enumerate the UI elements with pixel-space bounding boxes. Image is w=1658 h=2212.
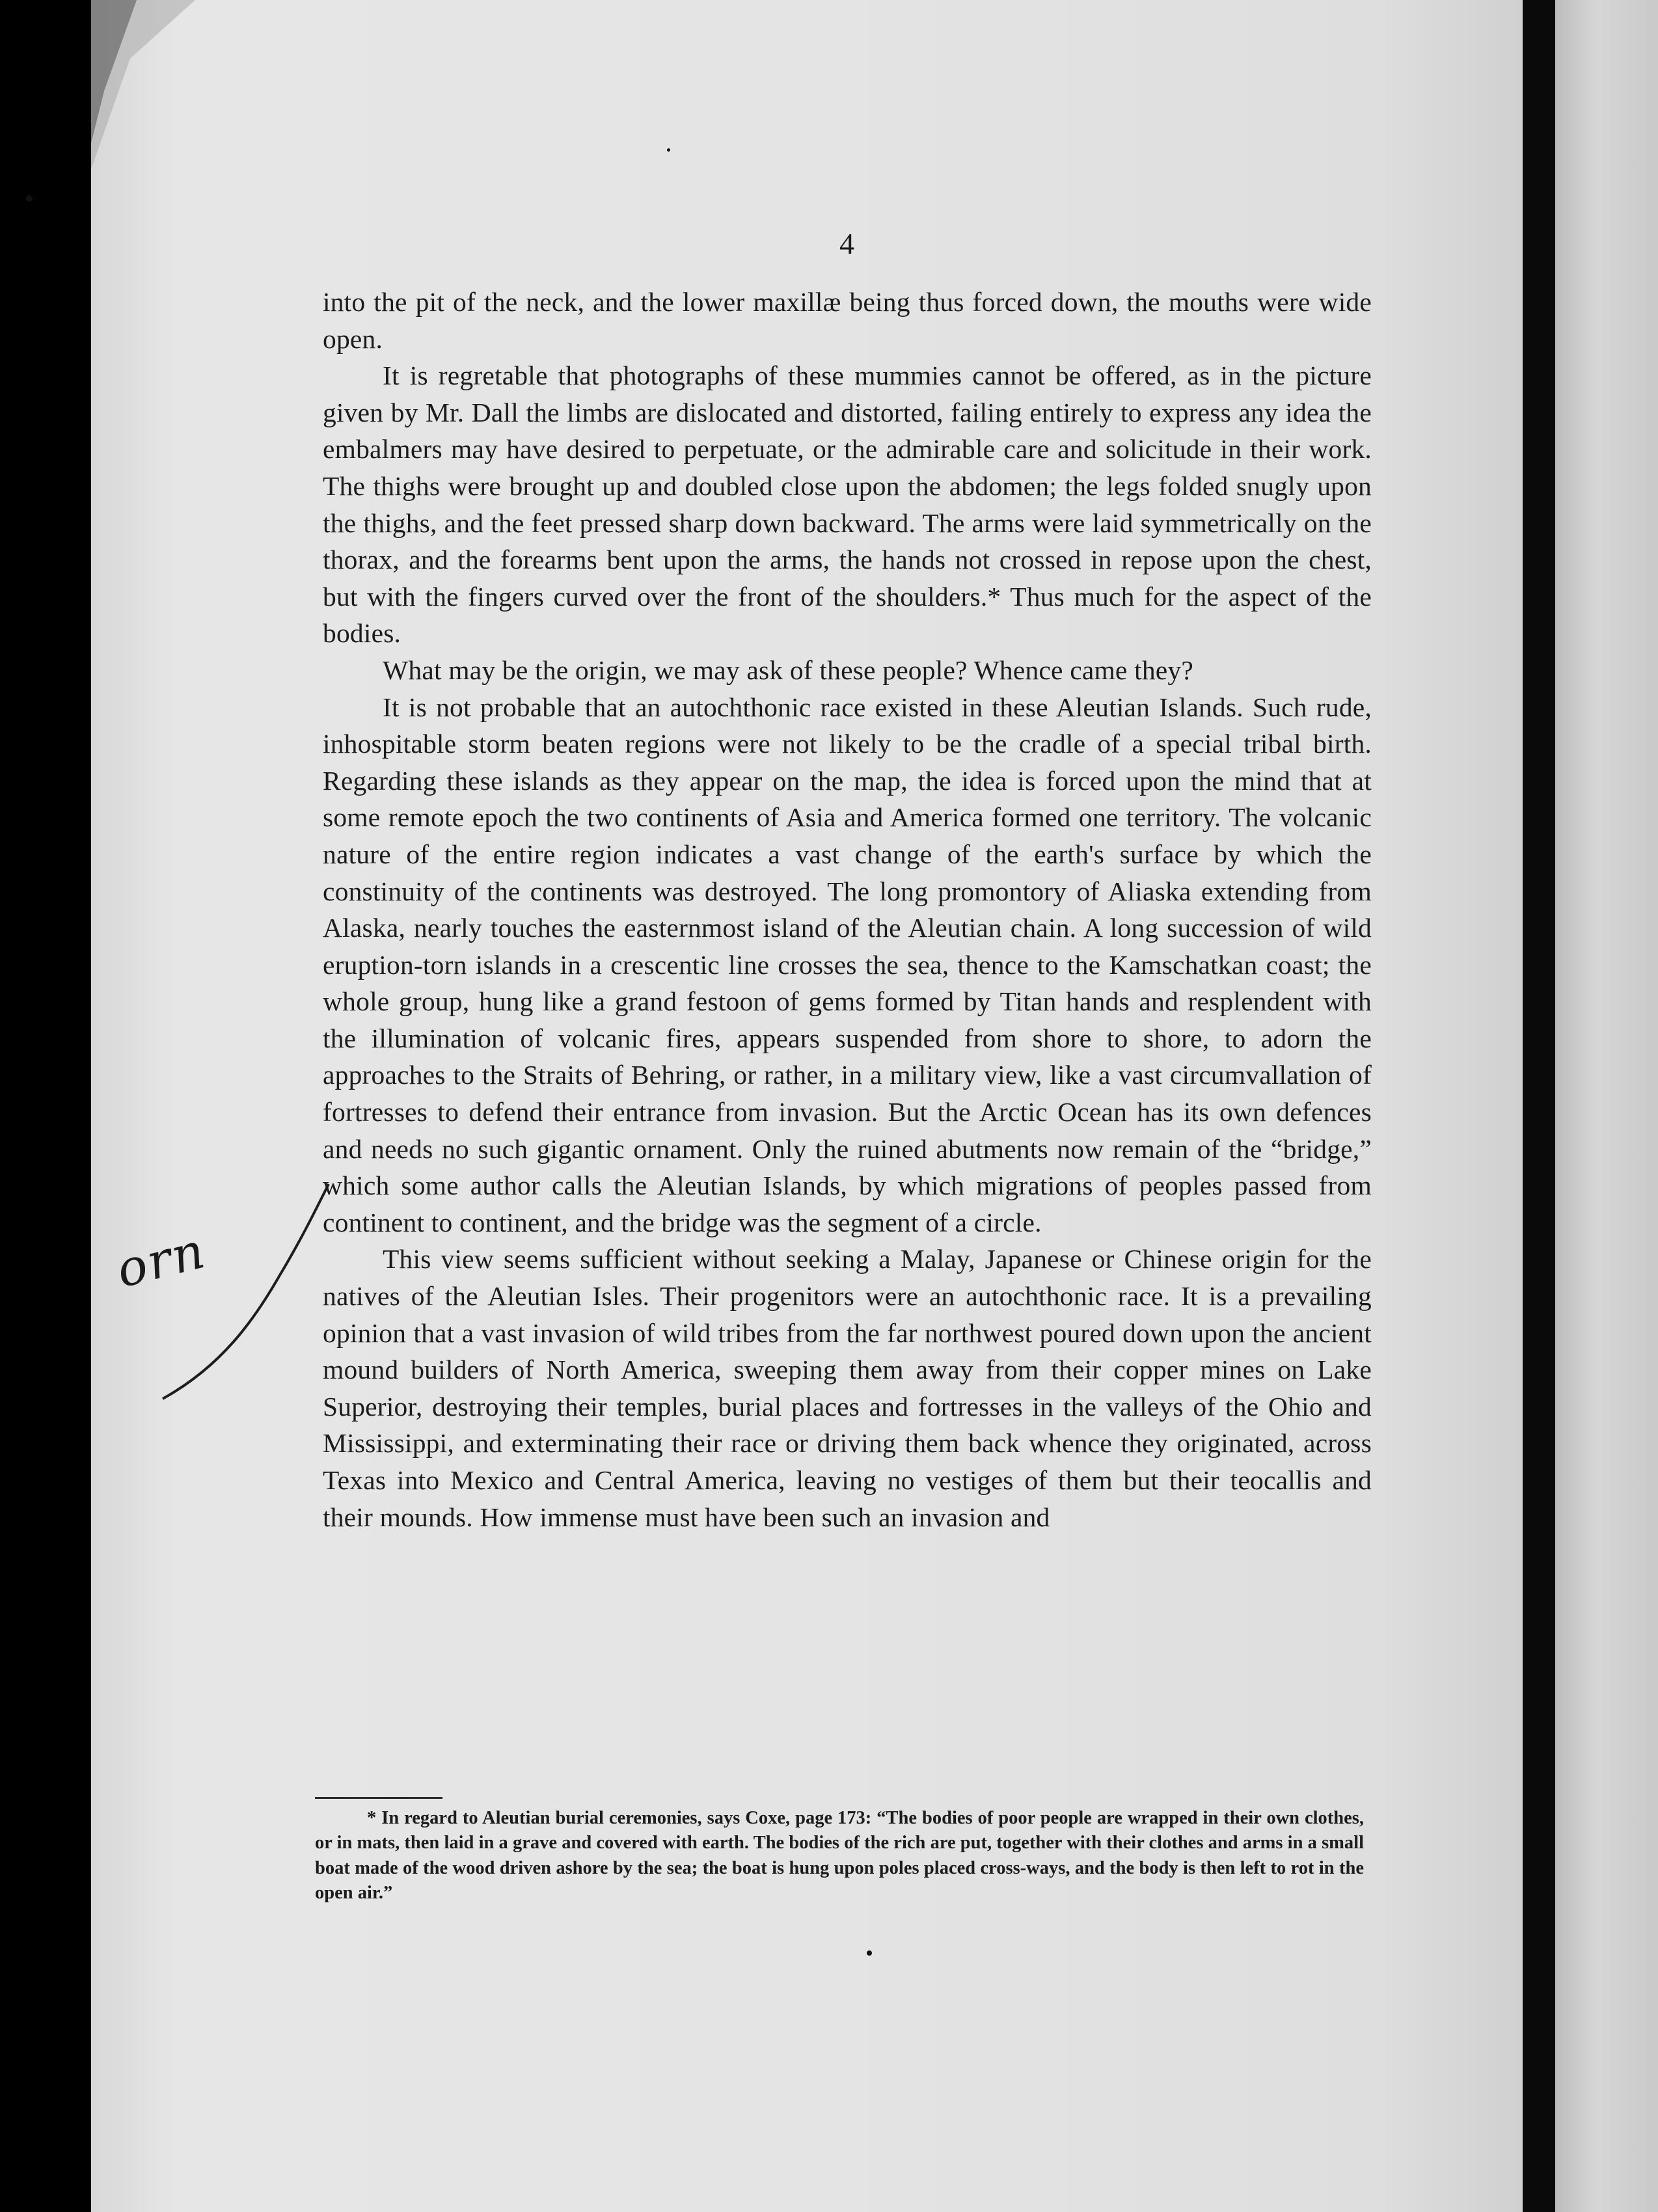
footnote-divider xyxy=(315,1797,442,1799)
body-text xyxy=(323,284,1372,1535)
paragraph: This view seems sufficient without seeking a Malay, Japanese or Chinese origin for the natives of the Aleutian Isles. Their progenitors were an autochthonic race. It is a prevailing opinion that a vast invasion of wild tribes from the far northwest poured down upon the ancient mound builders of North America, sweeping them away from their copper mines on Lake Superior, destroying their temples, burial places and fortresses in the valleys of the Ohio and Mississippi, and exterminating their race or driving them back whence they originated, across Texas into Mexico and Central America, leaving no vestiges of them but their teocallis and their mounds. How immense must have been such an invasion and xyxy=(323,1244,1372,1532)
footnote xyxy=(315,1806,1364,1906)
page-number: 4 xyxy=(839,227,854,260)
paragraph: It is not probable that an autochthonic race existed in these Aleutian Islands. Such rude, inhospitable storm beaten regions were not likely to be the cradle of a special tribal birth. Regarding these islands as they appear on the map, the idea is forced upon the mind that at some remote epoch the two continents of Asia and America formed one territory. The volcanic nature of the entire region indicates a vast change of the earth's surface by which the constinuity of the continents was destroyed. The long promontory of Aliaska extending from Alaska, nearly touches the easternmost island of the Aleutian chain. A long succession of wild eruption-torn islands in a crescentic line crosses the sea, thence to the Kamschatkan coast; the whole group, hung like a grand festoon of gems formed by Titan hands and resplendent with the illumination of volcanic fires, appears suspended from shore to shore, to adorn the approaches to the Straits of Behring, or rather, in a military view, like a vast circumvallation of fortresses to defend their entrance from invasion. But the Arctic Ocean has its own defences and needs no such gigantic ornament. Only the ruined abutments now remain of the “bridge,” which some author calls the Aleutian Islands, by which migrations of peoples passed from continent to continent, and the bridge was the segment of a circle. xyxy=(323,692,1372,1237)
handwritten-margin-note: orn xyxy=(111,1221,211,1299)
paragraph: What may be the origin, we may ask of these people? Whence came they? xyxy=(383,654,1193,685)
page-gutter xyxy=(1523,0,1555,2212)
scan-speck xyxy=(26,195,33,202)
scan-speck xyxy=(667,148,670,152)
paragraph: It is regretable that photographs of these mummies cannot be offered, as in the picture given by Mr. Dall the limbs are dislocated and distorted, failing entirely to express any idea the embalmers may have desired to perpetuate, or the admirable care and solicitude in their work. The thighs were brought up and doubled close upon the abdomen; the legs folded snugly upon the thighs, and the feet pressed sharp down backward. The arms were laid symmetrically on the thorax, and the forearms bent upon the arms, the hands not crossed in repose upon the chest, but with the fingers curved over the front of the shoulders.* Thus much for the aspect of the bodies. xyxy=(323,360,1372,649)
footnote-text: * In regard to Aleutian burial ceremonies, says Coxe, page 173: “The bodies of poor people are wrapped in their own clothes, or in mats, then laid in a grave and covered with earth. The bodies of the rich are put, together with their clothes and arms in a small boat made of the wood driven ashore by the sea; the boat is hung upon poles placed cross-ways, and the body is then left to rot in the open air.” xyxy=(315,1808,1364,1904)
page-corner-curl xyxy=(91,0,195,208)
adjacent-page-edge xyxy=(1555,0,1658,2212)
scan-speck xyxy=(867,1950,872,1956)
paragraph: into the pit of the neck, and the lower maxillæ being thus forced down, the mouths were wide open. xyxy=(323,287,1372,354)
